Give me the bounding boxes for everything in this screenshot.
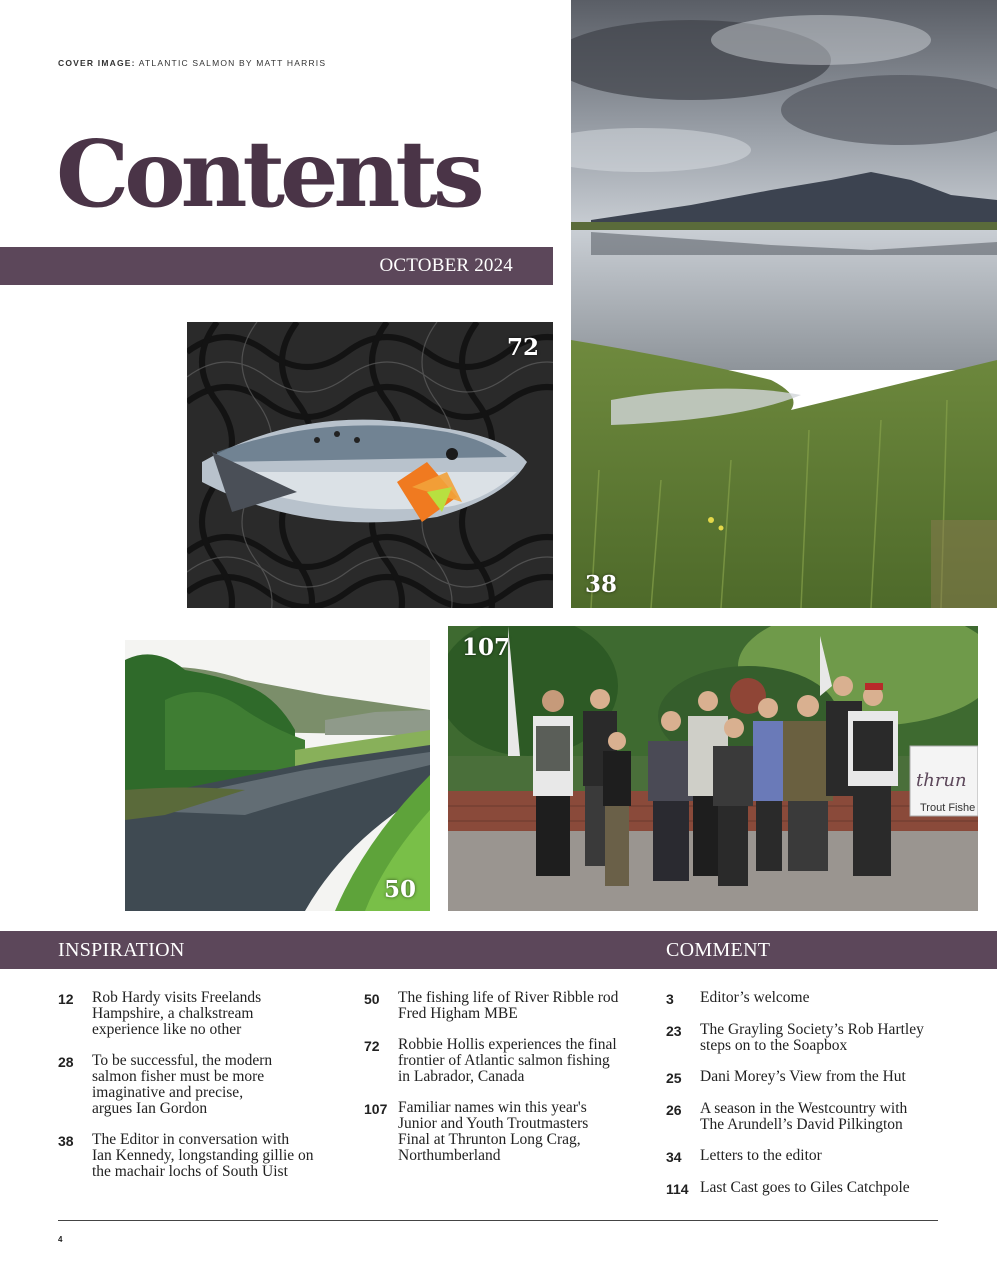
comment-column — [666, 990, 966, 1212]
photo-page-label: 38 — [585, 571, 618, 598]
toc-description: Letters to the editor — [700, 1147, 822, 1164]
toc-description: The fishing life of River Ribble rod Fred Higham MBE — [398, 989, 619, 1022]
photo-loch-landscape[interactable] — [571, 0, 997, 608]
issue-date-bar — [0, 247, 553, 285]
issue-date: OCTOBER 2024 — [379, 255, 513, 276]
toc-entry[interactable] — [666, 1101, 966, 1133]
footer-divider — [58, 1220, 938, 1221]
salmon-photo-graphic — [187, 322, 553, 608]
river-photo-graphic — [125, 640, 430, 911]
toc-entry[interactable] — [58, 990, 348, 1038]
photo-troutmasters-group[interactable] — [448, 626, 978, 911]
toc-description: Rob Hardy visits Freelands Hampshire, a chalkstream experience like no other — [92, 989, 262, 1038]
toc-description: Familiar names win this year's Junior and Youth Troutmasters Final at Thrunton Long Crag, Northumberland — [398, 1099, 589, 1164]
toc-page-number: 3 — [666, 991, 674, 1007]
toc-entry[interactable] — [666, 990, 966, 1007]
toc-description: The Editor in conversation with Ian Kennedy, longstanding gillie on the machair lochs of South Uist — [92, 1131, 314, 1180]
section-title-comment: COMMENT — [666, 939, 771, 961]
toc-entry[interactable] — [666, 1022, 966, 1054]
toc-page-number: 25 — [666, 1070, 682, 1086]
inspiration-column-1 — [58, 990, 348, 1195]
inspiration-column-2 — [364, 990, 654, 1179]
loch-photo-graphic — [571, 0, 997, 608]
toc-page-number: 12 — [58, 991, 74, 1007]
toc-description: Editor’s welcome — [700, 989, 810, 1006]
photo-page-label: 107 — [462, 634, 511, 661]
sign-script-text: thrun — [916, 770, 967, 791]
toc-entry[interactable] — [666, 1148, 966, 1165]
toc-entry[interactable] — [58, 1132, 348, 1180]
toc-description: To be successful, the modern salmon fisher must be more imaginative and precise, argues Ian Gordon — [92, 1052, 273, 1117]
toc-page-number: 38 — [58, 1133, 74, 1149]
toc-description: The Grayling Society’s Rob Hartley steps on to the Soapbox — [700, 1021, 924, 1054]
toc-entry[interactable] — [364, 1037, 654, 1085]
toc-entry[interactable] — [666, 1180, 966, 1197]
sign-caption-text: Trout Fishe — [920, 802, 976, 814]
toc-page-number: 23 — [666, 1023, 682, 1039]
toc-entry[interactable] — [58, 1053, 348, 1117]
photo-page-label: 72 — [506, 334, 539, 361]
toc-page-number: 72 — [364, 1038, 380, 1054]
page-title: Contents — [56, 120, 480, 228]
toc-entry[interactable] — [364, 990, 654, 1022]
toc-page-number: 107 — [364, 1101, 388, 1117]
toc-page-number: 114 — [666, 1181, 689, 1197]
group-photo-graphic — [448, 626, 978, 911]
photo-page-label: 50 — [383, 876, 416, 903]
toc-description: Dani Morey’s View from the Hut — [700, 1068, 906, 1085]
toc-description: Robbie Hollis experiences the final frontier of Atlantic salmon fishing in Labrador, Canada — [398, 1036, 617, 1085]
toc-page-number: 28 — [58, 1054, 74, 1070]
toc-page-number: 26 — [666, 1102, 682, 1118]
section-title-inspiration: INSPIRATION — [58, 939, 185, 961]
toc-description: Last Cast goes to Giles Catchpole — [700, 1179, 910, 1196]
toc-page-number: 50 — [364, 991, 380, 1007]
photo-salmon-in-net[interactable] — [187, 322, 553, 608]
toc-page-number: 34 — [666, 1149, 682, 1165]
toc-entry[interactable] — [364, 1100, 654, 1164]
toc-entry[interactable] — [666, 1069, 966, 1086]
page-number: 4 — [58, 1235, 63, 1244]
cover-credit-text: ATLANTIC SALMON BY MATT HARRIS — [138, 58, 327, 68]
cover-credit — [58, 58, 326, 68]
toc-description: A season in the Westcountry with The Arundell’s David Pilkington — [700, 1100, 908, 1133]
photo-river-valley[interactable] — [125, 640, 430, 911]
cover-credit-label: COVER IMAGE: — [58, 58, 136, 68]
